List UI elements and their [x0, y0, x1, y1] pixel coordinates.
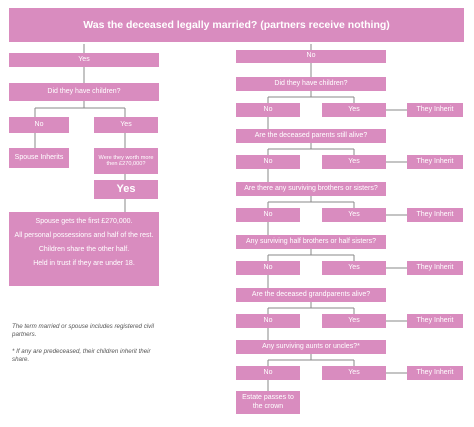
- no-aunts-uncles: No: [236, 366, 300, 380]
- they-inherit-children: They Inherit: [407, 103, 463, 117]
- question-siblings: Are there any surviving brothers or sisters?: [236, 182, 386, 196]
- no-siblings: No: [236, 208, 300, 222]
- yes-aunts-uncles: Yes: [322, 366, 386, 380]
- left-no-box: No: [9, 117, 69, 133]
- left-yes-children-box: Yes: [94, 117, 158, 133]
- yes-grandparents: Yes: [322, 314, 386, 328]
- note-civil-partners: The term married or spouse includes registered civil partners.: [12, 323, 155, 339]
- question-parents: Are the deceased parents still alive?: [236, 129, 386, 143]
- question-children: Did they have children?: [236, 77, 386, 91]
- left-children-question: Did they have children?: [9, 83, 159, 101]
- title-question: Was the deceased legally married? (partners receive nothing): [9, 8, 464, 42]
- crown-box: Estate passes to the crown: [236, 391, 300, 414]
- no-grandparents: No: [236, 314, 300, 328]
- no-children: No: [236, 103, 300, 117]
- outcome-line-1: Spouse gets the first £270,000.: [35, 218, 133, 225]
- no-parents: No: [236, 155, 300, 169]
- left-yes-box: Yes: [9, 53, 159, 67]
- spouse-outcome-box: [9, 212, 159, 286]
- yes-half-siblings: Yes: [322, 261, 386, 275]
- yes-children: Yes: [322, 103, 386, 117]
- no-half-siblings: No: [236, 261, 300, 275]
- question-half-siblings: Any surviving half brothers or half sisters?: [236, 235, 386, 249]
- question-grandparents: Are the deceased grandparents alive?: [236, 288, 386, 302]
- outcome-line-2: All personal possessions and half of the rest.: [14, 232, 154, 240]
- they-inherit-half-siblings: They Inherit: [407, 261, 463, 275]
- worth-question-box: Were they worth more then £270,000?: [94, 148, 158, 174]
- note-predeceased: * If any are predeceased, their children inherit their share.: [12, 348, 151, 364]
- right-no-box: No: [236, 50, 386, 63]
- they-inherit-siblings: They Inherit: [407, 208, 463, 222]
- outcome-line-4: Held in trust if they are under 18.: [33, 260, 135, 268]
- left-yes-worth-box: Yes: [94, 180, 158, 199]
- question-aunts-uncles: Any surviving aunts or uncles?*: [236, 340, 386, 354]
- they-inherit-parents: They Inherit: [407, 155, 463, 169]
- they-inherit-aunts-uncles: They Inherit: [407, 366, 463, 380]
- yes-parents: Yes: [322, 155, 386, 169]
- spouse-inherits-box: Spouse Inherits: [9, 148, 69, 168]
- outcome-line-3: Children share the other half.: [38, 246, 130, 254]
- yes-siblings: Yes: [322, 208, 386, 222]
- they-inherit-grandparents: They Inherit: [407, 314, 463, 328]
